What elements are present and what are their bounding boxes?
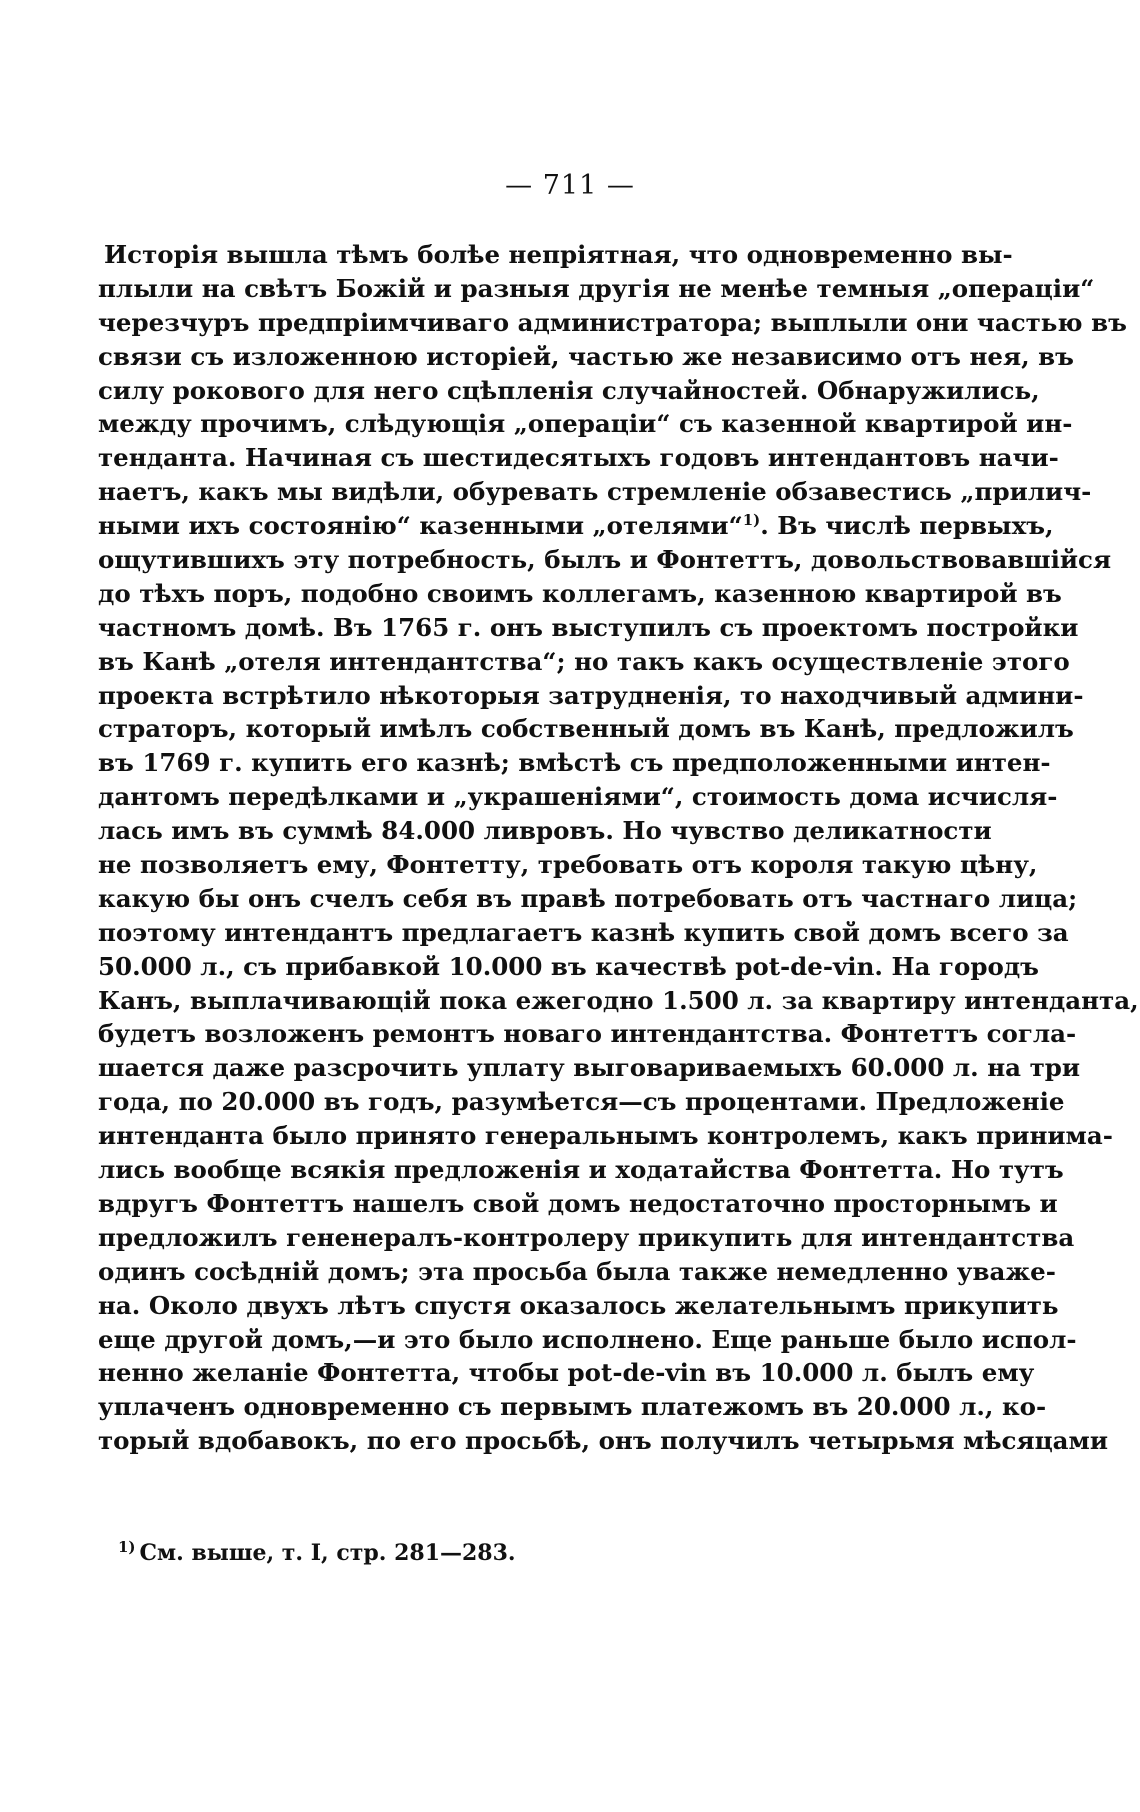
text-line: связи съ изложенною исторіей, частью же независимо отъ нея, въ	[98, 341, 1074, 371]
text-line: одинъ сосѣдній домъ; эта просьба была также немедленно уваже-	[98, 1256, 1056, 1286]
text-line: на. Около двухъ лѣтъ спустя оказалось желательнымъ прикупить	[98, 1290, 1059, 1320]
text-line: какую бы онъ счелъ себя въ правѣ потребовать отъ частнаго лица;	[98, 883, 1078, 913]
text-line: уплаченъ одновременно съ первымъ платежомъ въ 20.000 л., ко-	[98, 1392, 1047, 1422]
text-line: будетъ возложенъ ремонтъ новаго интендантства. Фонтеттъ согла-	[98, 1019, 1077, 1049]
text-line: до тѣхъ поръ, подобно своимъ коллегамъ, казенною квартирой въ	[98, 578, 1062, 608]
page-number: — 711 —	[505, 170, 635, 201]
text-line: частномъ домѣ. Въ 1765 г. онъ выступилъ съ проектомъ постройки	[98, 612, 1079, 642]
text-line: не позволяетъ ему, Фонтетту, требовать отъ короля такую цѣну,	[98, 850, 1038, 880]
text-line-with-footnote-ref	[98, 509, 1054, 543]
text-line: между прочимъ, слѣдующія „операціи“ съ казенной квартирой ин-	[98, 409, 1073, 439]
text-line: страторъ, который имѣлъ собственный домъ въ Канѣ, предложилъ	[98, 714, 1074, 744]
text-line: шается даже разсрочить уплату выговариваемыхъ 60.000 л. на три	[98, 1053, 1081, 1083]
text-line: дантомъ передѣлками и „украшеніями“, стоимость дома исчисля-	[98, 782, 1058, 812]
text-line: черезчуръ предпріимчиваго администратора; выплыли они частью въ	[98, 307, 1127, 337]
footnote-reference[interactable]: 1)	[742, 510, 761, 529]
text-line: силу рокового для него сцѣпленія случайностей. Обнаружились,	[98, 375, 1040, 405]
text-line: наетъ, какъ мы видѣли, обуревать стремленіе обзавестись „прилич-	[98, 477, 1092, 507]
text-line: 50.000 л., съ прибавкой 10.000 въ качествѣ pot-de-vin. На городъ	[98, 951, 1039, 981]
footnote	[118, 1537, 818, 1566]
text-line-tail: . Въ числѣ первыхъ,	[760, 511, 1054, 541]
text-line: года, по 20.000 въ годъ, разумѣется—съ процентами. Предложеніе	[98, 1087, 1065, 1117]
text-line: тенданта. Начиная съ шестидесятыхъ годовъ интендантовъ начи-	[98, 443, 1059, 473]
text-line: Канъ, выплачивающій пока ежегодно 1.500 л. за квартиру интенданта,	[98, 985, 1139, 1015]
text-line: лась имъ въ суммѣ 84.000 ливровъ. Но чувство деликатности	[98, 816, 992, 846]
text-line: Исторія вышла тѣмъ болѣе непріятная, что одновременно вы-	[104, 240, 1013, 269]
text-line: поэтому интендантъ предлагаетъ казнѣ купить свой домъ всего за	[98, 917, 1069, 947]
text-line-head: ными ихъ состоянію“ казенными „отелями“	[98, 511, 743, 541]
text-line: торый вдобавокъ, по его просьбѣ, онъ получилъ четырьмя мѣсяцами	[98, 1426, 1109, 1456]
text-line: проекта встрѣтило нѣкоторыя затрудненія, то находчивый админи-	[98, 680, 1084, 710]
text-line: лись вообще всякія предложенія и ходатайства Фонтетта. Но тутъ	[98, 1155, 1064, 1185]
footnote-marker: 1)	[118, 1537, 136, 1556]
text-line: въ 1769 г. купить его казнѣ; вмѣстѣ съ предположенными интен-	[98, 748, 1051, 778]
text-line: вдругъ Фонтеттъ нашелъ свой домъ недостаточно просторнымъ и	[98, 1188, 1058, 1218]
text-line: еще другой домъ,—и это было исполнено. Еще раньше было испол-	[98, 1324, 1077, 1354]
footnote-text: См. выше, т. I, стр. 281—283.	[139, 1540, 516, 1566]
text-line: ощутившихъ эту потребность, былъ и Фонтеттъ, довольствовавшійся	[98, 545, 1112, 575]
text-line: плыли на свѣтъ Божій и разныя другія не менѣе темныя „операціи“	[98, 273, 1095, 303]
text-line: ненно желаніе Фонтетта, чтобы pot-de-vin въ 10.000 л. былъ ему	[98, 1358, 1035, 1388]
text-line: предложилъ гененералъ-контролеру прикупить для интендантства	[98, 1222, 1075, 1252]
text-line: въ Канѣ „отеля интендантства“; но такъ какъ осуществленіе этого	[98, 646, 1070, 676]
text-line: интенданта было принято генеральнымъ контролемъ, какъ принима-	[98, 1121, 1113, 1151]
body-text	[98, 238, 1139, 1458]
